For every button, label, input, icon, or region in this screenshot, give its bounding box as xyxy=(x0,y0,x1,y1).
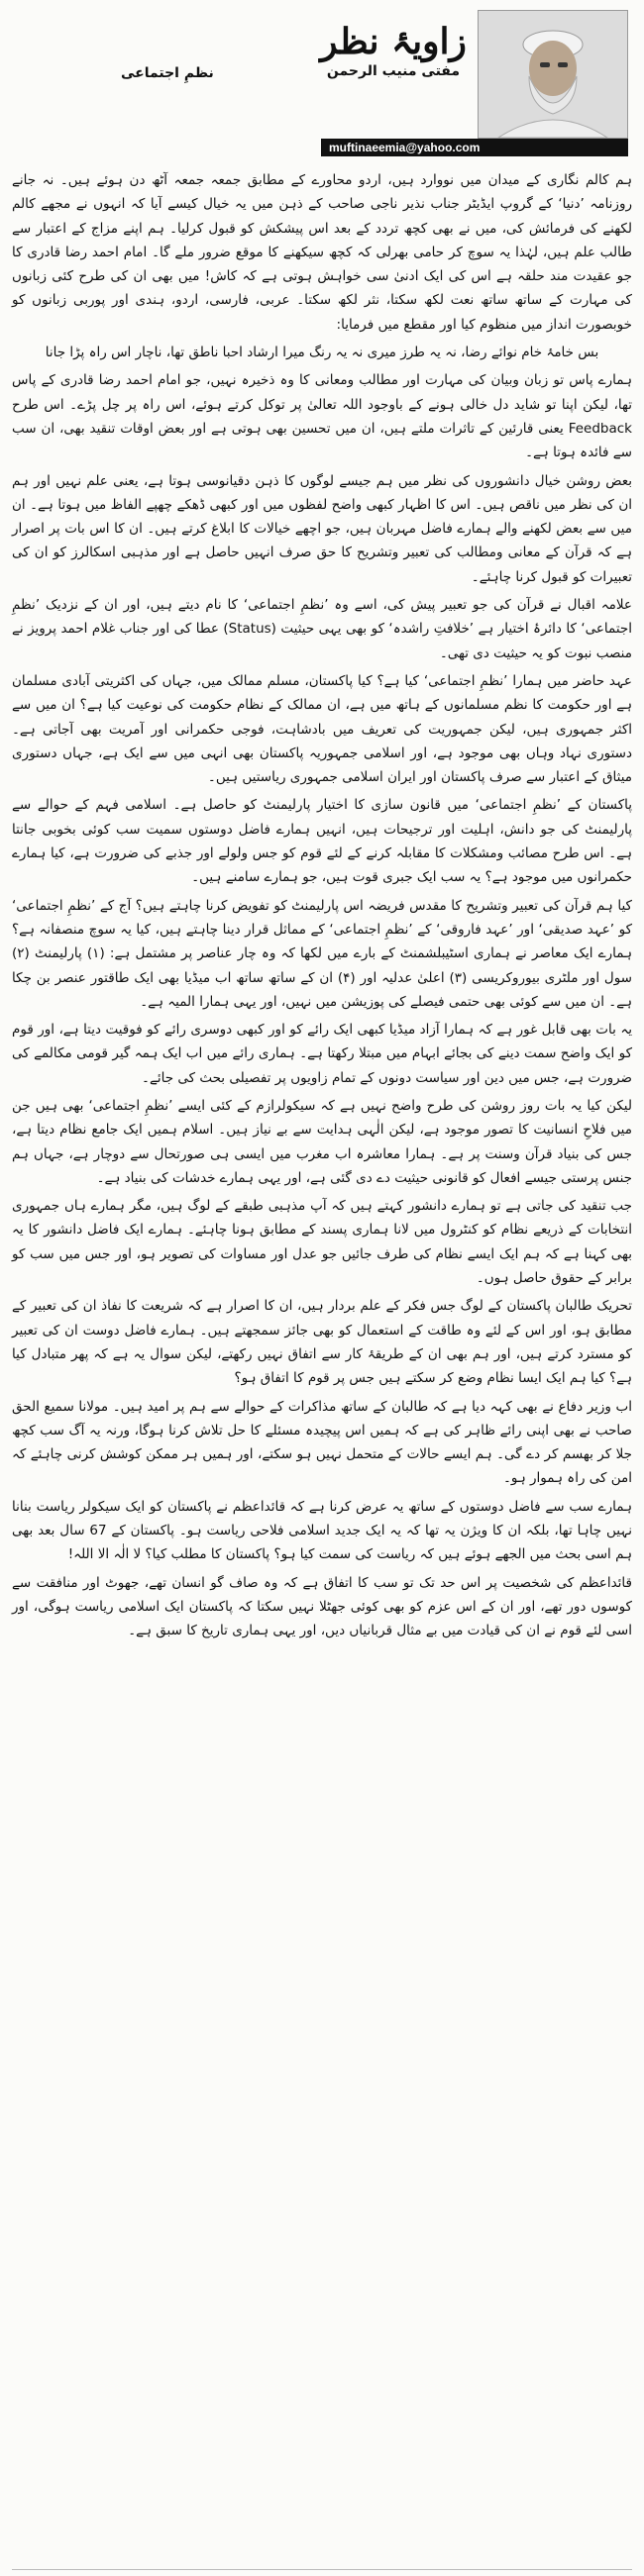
article-paragraph: عہد حاضر میں ہمارا ’نظمِ اجتماعی‘ کیا ہے؟ کیا پاکستان، مسلم ممالک میں، جہاں کی اکثریتی آبادی مسلمان ہے اور حکومت کا نظم مسلمانوں کے ہاتھ میں ہے، ان ممالک کے نظام حکومت کی نوعیت کیا ہے؟ ان میں سے اکثر جمہوری ہیں، لیکن جمہوریت کی تعریف میں بادشاہت، فوجی حکمرانی اور آمریت بھی آجاتی ہے۔ دستوری نہاد وہاں بھی موجود ہے، اور اسلامی جمہوریہ پاکستان بھی انہی میں سے ایک ہے، جہاں دستوری میثاق کے اعتبار سے صرف پاکستان اور ایران اسلامی جمہوری ریاستیں ہیں۔ xyxy=(12,672,632,786)
article-title: نظمِ اجتماعی xyxy=(121,65,214,81)
column-logo xyxy=(319,22,468,79)
column-logo-title: زاویۂ نظر xyxy=(320,21,467,62)
article-paragraph: ہم کالم نگاری کے میدان میں نووارد ہیں، اردو محاورے کے مطابق جمعہ جمعہ آٹھ دن ہوئے ہیں۔ نہ جانے روزنامہ ’دنیا‘ کے گروپ ایڈیٹر جناب نذیر ناجی صاحب کے ذہن میں یہ خیال کیسے آیا کہ انہوں نے مجھے کالم لکھنے کی فرمائش کی، میں نے بھی کچھ تردد کے بعد اس پیشکش کو قبول کرلیا۔ ہم اپنے مزاج کے اعتبار سے طالب علم ہیں، لہٰذا یہ سوچ کر حامی بھرلی کہ کچھ سیکھنے کا موقع ضرور ملے گا۔ امام احمد رضا قادری کا جو عقیدت مند حلقہ ہے اس کی ایک ادنیٰ سی خواہش ہوتی ہے کہ کاش! میں بھی ان کی طرح کئی زبانوں کی مہارت کے ساتھ ساتھ نعت لکھ سکتا، نثر لکھ سکتا۔ عربی، فارسی، اردو، ہندی اور پوربی زبانوں کو خوبصورت انداز میں منظوم کیا اور مقطع میں فرمایا: xyxy=(12,172,632,333)
page-bottom-rule xyxy=(12,2569,632,2570)
author-email: muftinaeemia@yahoo.com xyxy=(321,139,628,156)
article-paragraph: جب تنقید کی جاتی ہے تو ہمارے دانشور کہتے ہیں کہ آپ مذہبی طبقے کے لوگ ہیں، مگر ہمارے ہاں جمہوری انتخابات کے ذریعے نظام کو کنٹرول میں لانا ہماری پسند کے مطابق ہونا چاہئے۔ ہمارے ایک فاضل دانشور کا یہ بھی کہنا ہے کہ ہم ایک ایسے نظام کی طرف جائیں جو عدل اور مساوات کی تصویر ہو، اور جس میں سب کو برابر کے حقوق حاصل ہوں۔ xyxy=(12,1198,632,1287)
article-paragraph: کیا ہم قرآن کی تعبیر وتشریح کا مقدس فریضہ اس پارلیمنٹ کو تفویض کرنا چاہتے ہیں؟ آج کے ’نظمِ اجتماعی‘ کو ’عہد صدیقی‘ اور ’عہد فاروقی‘ کے ’نظمِ اجتماعی‘ کے مماثل قرار دینا چاہتے ہیں، کیا یہ سوچ منصفانہ ہے؟ ہمارے ایک معاصر نے ہماری اسٹیبلشمنٹ کے بارے میں لکھا کہ وہ چار عناصر پر مشتمل ہے: (۱) پارلیمنٹ (۲) سول اور ملٹری بیوروکریسی (۳) اعلیٰ عدلیہ اور (۴) ان کے ساتھ ساتھ اب میڈیا بھی ایک طاقتور عنصر بن چکا ہے۔ ان میں سے کوئی بھی حتمی فیصلے کی پوزیشن میں نہیں، اور یہی ہمارا المیہ ہے۔ xyxy=(12,897,632,1010)
article-paragraph: لیکن کیا یہ بات روز روشن کی طرح واضح نہیں ہے کہ سیکولرازم کے کئی ایسے ’نظمِ اجتماعی‘ بھی ہیں جن میں فلاحِ انسانیت کا تصور موجود ہے، لیکن الٰہی ہدایت سے بے نیاز ہیں۔ اسلام ہمیں ایک جامع نظام دیتا ہے، جس کی بنیاد قرآن وسنت پر ہے۔ ہمارا معاشرہ اب مغرب میں ایسی ہی صورتحال سے دوچار ہے، جہاں ہم جنس پرستی جیسے افعال کو قانونی حیثیت دے دی گئی ہے، اور یہی ہمارے خدشات کی بنیاد ہے۔ xyxy=(12,1097,632,1186)
author-name: مفتی منیب الرحمن xyxy=(326,63,461,79)
article-body xyxy=(12,168,632,1643)
author-photo xyxy=(478,10,628,139)
article-paragraph: ہمارے پاس تو زبان وبیان کی مہارت اور مطالب ومعانی کا وہ ذخیرہ نہیں، جو امام احمد رضا قادری کے پاس تھا، لیکن اپنا تو شاید دل خالی ہونے کے باوجود اللہ تعالیٰ پر توکل کرتے ہوئے، اس راہ پر چل پڑے۔ اس طرح Feedback یعنی قارئین کے تاثرات ملتے ہیں، ان میں تحسین بھی ہوتی ہے اور بعض اوقات تنقید بھی، ان سب سے فائدہ ہوتا ہے۔ xyxy=(12,372,632,461)
column-header xyxy=(12,6,632,154)
article-paragraph: قائداعظم کی شخصیت پر اس حد تک تو سب کا اتفاق ہے کہ وہ صاف گو انسان تھے، جھوٹ اور منافقت سے کوسوں دور تھے، اور ان کے اس عزم کو بھی کوئی جھٹلا نہیں سکتا کہ پاکستان ایک اسلامی ریاست ہوگی، اور اسی لئے قوم نے ان کی قیادت میں بے مثال قربانیاں دیں، اور یہی ہماری تاریخ کا سبق ہے۔ xyxy=(12,1574,632,1639)
author-portrait-icon xyxy=(479,11,627,138)
article-paragraph: بعض روشن خیال دانشوروں کی نظر میں ہم جیسے لوگوں کا ذہن دقیانوسی ہوتا ہے، یعنی علم نہیں اور ہم ان کی نظر میں ناقص ہیں۔ اس کا اظہار کبھی واضح لفظوں میں اور کبھی ڈھکے چھپے الفاظ میں ہوتا ہے۔ ان میں سے بعض لکھنے والے ہمارے فاضل مہربان ہیں، جو اچھے خیالات کا ابلاغ کرتے ہیں۔ ان کا اس بات پر اصرار ہے کہ قرآن کے معانی ومطالب کی تعبیر وتشریح کا حق صرف انہیں حاصل ہے اور مذہبی اسکالرز کو ان کی تعبیرات کو قبول کرنا چاہئے۔ xyxy=(12,472,632,585)
article-paragraph: اب وزیر دفاع نے بھی کہہ دیا ہے کہ طالبان کے ساتھ مذاکرات کے حوالے سے ہم پر امید ہیں۔ مولانا سمیع الحق صاحب نے بھی اپنی رائے ظاہر کی ہے کہ ہمیں اس پیچیدہ مسئلے کا حل تلاش کرنا ہوگا، ورنہ یہ آگ سب کچھ جلا کر بھسم کر دے گی۔ ہم ایسے حالات کے متحمل نہیں ہو سکتے، اور ہمیں ہر ممکن کوشش کرنی چاہئے کہ امن کی راہ ہموار ہو۔ xyxy=(12,1398,632,1487)
article-paragraph: تحریک طالبان پاکستان کے لوگ جس فکر کے علم بردار ہیں، ان کا اصرار ہے کہ شریعت کا نفاذ ان کی تعبیر کے مطابق ہو، اور اس کے لئے وہ طاقت کے استعمال کو بھی جائز سمجھتے ہیں۔ ہمارے فاضل دوست ان کی تعبیر کو مسترد کرتے ہیں، اور ہم بھی ان کے طریقۂ کار سے اتفاق نہیں رکھتے، لیکن سوال یہ ہے کہ پھر متبادل کیا ہے؟ کیا ہم ایک ایسا نظام وضع کر سکتے ہیں جس پر قوم کا اتفاق ہو؟ xyxy=(12,1298,632,1387)
verse-couplet: بس خامۂ خام نوائے رضا، نہ یہ طرز میری نہ یہ رنگ میرا ارشاد احبا ناطق تھا، ناچار اس راہ پڑا جانا xyxy=(45,345,599,361)
article-paragraph: پاکستان کے ’نظمِ اجتماعی‘ میں قانون سازی کا اختیار پارلیمنٹ کو حاصل ہے۔ اسلامی فہم کے حوالے سے پارلیمنٹ کی جو دانش، اہلیت اور ترجیحات ہیں، انہیں ہمارے فاضل دوستوں سمیت سب کوئی بخوبی جانتا ہے۔ اس طرح مصائب ومشکلات کا مقابلہ کرنے کے لئے قوم کو جس ولولے اور جذبے کی ضرورت ہے، کیا ہمارے حکمرانوں میں موجود ہے؟ یہ سب ایک جبری قوت ہیں، جو ہمارے سامنے ہیں۔ xyxy=(12,797,632,886)
article-paragraph: ہمارے سب سے فاضل دوستوں کے ساتھ یہ عرض کرنا ہے کہ قائداعظم نے پاکستان کو ایک سیکولر ریاست بنانا نہیں چاہا تھا، بلکہ ان کا ویژن یہ تھا کہ یہ ایک جدید اسلامی فلاحی ریاست ہو۔ پاکستان کے 67 سال بعد بھی ہم اسی بحث میں الجھے ہوئے ہیں کہ ریاست کی سمت کیا ہو؟ پاکستان کا مطلب کیا؟ لا الٰہ الا اللہ! xyxy=(12,1498,632,1563)
article-paragraph: یہ بات بھی قابل غور ہے کہ ہمارا آزاد میڈیا کبھی ایک رائے کو اور کبھی دوسری رائے کو فوقیت دیتا ہے، اور قوم کو ایک واضح سمت دینے کی بجائے ابہام میں مبتلا رکھتا ہے۔ ہماری رائے میں اب ایک ہمہ گیر قومی مکالمے کی ضرورت ہے، جس میں دین اور سیاست دونوں کے تمام زاویوں پر تفصیلی بحث کی جائے۔ xyxy=(12,1022,632,1086)
article-paragraph: علامہ اقبال نے قرآن کی جو تعبیر پیش کی، اسے وہ ’نظمِ اجتماعی‘ کا نام دیتے ہیں، اور ان کے نزدیک ’نظمِ اجتماعی‘ کا دائرۂ اختیار ہے ’خلافتِ راشدہ‘ کو بھی یہی حیثیت (Status) عطا کی اور جناب غلام احمد پرویز نے منصب نبوت کو یہ حیثیت دی تھی۔ xyxy=(12,597,633,661)
